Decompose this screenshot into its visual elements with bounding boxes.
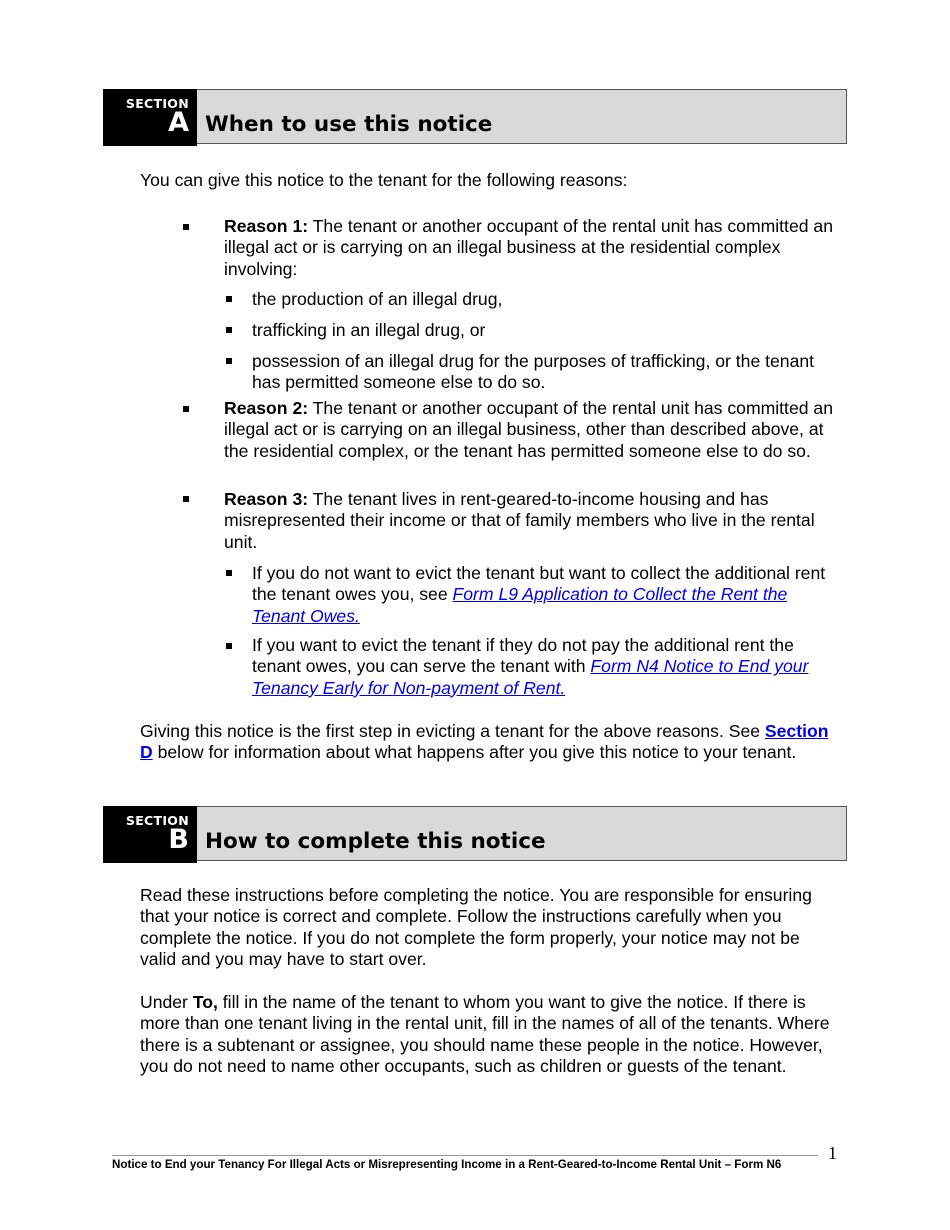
section-d-link[interactable]: Section D <box>140 721 829 763</box>
bullet-icon <box>226 296 232 302</box>
section-a-letter: A <box>168 107 189 138</box>
section-b-tag <box>103 806 197 863</box>
reason-1 <box>224 216 834 280</box>
footer-text: Notice to End your Tenancy For Illegal Acts or Misrepresenting Income in a Rent-Geared-to-Income Rental Unit – Form N6 <box>112 1158 782 1171</box>
form-n4-link[interactable]: Form N4 Notice to End your Tenancy Early for Non-payment of Rent. <box>252 656 809 698</box>
bullet-icon <box>226 643 232 649</box>
reason-1-sub-3: possession of an illegal drug for the purposes of trafficking, or the tenant has permitted someone else to do so. <box>252 351 815 393</box>
para-2-pre: Under <box>140 992 193 1012</box>
section-b-letter: B <box>168 824 189 855</box>
bullet-icon <box>183 406 189 412</box>
footer-divider <box>112 1155 818 1156</box>
section-a-closing <box>140 721 840 764</box>
bullet-icon <box>183 224 189 230</box>
reason-3-label: Reason 3: <box>224 489 309 509</box>
closing-pre-text: Giving this notice is the first step in evicting a tenant for the above reasons. See <box>140 721 765 741</box>
bullet-icon <box>183 496 189 502</box>
reason-3 <box>224 489 834 553</box>
reason-1-text: The tenant or another occupant of the rental unit has committed an illegal act or is carrying on an illegal business at the residential complex involving: <box>224 216 833 279</box>
reason-1-label: Reason 1: <box>224 216 309 236</box>
reason-2 <box>224 398 834 462</box>
closing-post-text: below for information about what happens after you give this notice to your tenant. <box>152 742 797 763</box>
reason-3-text: The tenant lives in rent-geared-to-income housing and has misrepresented their income or that of family members who live in the rental unit. <box>224 489 815 552</box>
bullet-icon <box>226 570 232 576</box>
para-2-post: fill in the name of the tenant to whom you want to give the notice. If there is more than one tenant living in the rental unit, fill in the names of all of the tenants. Where there is a subtenant or assignee, you should name these people in the notice. However, you do not need to name other occupants, such as children or guests of the tenant. <box>140 992 830 1076</box>
reason-1-sub-1: the production of an illegal drug, <box>252 289 503 309</box>
reason-3-sub-2-text: If you want to evict the tenant if they do not pay the additional rent the tenant owes, you can serve the tenant with <box>252 635 794 677</box>
reason-3-sub-1 <box>252 563 842 627</box>
section-b-title: How to complete this notice <box>205 829 546 854</box>
section-a-tag <box>103 89 197 146</box>
section-a-title: When to use this notice <box>205 112 493 137</box>
form-l9-link[interactable]: Form L9 Application to Collect the Rent the Tenant Owes. <box>252 584 788 626</box>
reason-2-label: Reason 2: <box>224 398 309 418</box>
reason-1-sub-2: trafficking in an illegal drug, or <box>252 320 486 340</box>
section-a-intro: You can give this notice to the tenant for the following reasons: <box>140 170 628 190</box>
reason-2-text: The tenant or another occupant of the rental unit has committed an illegal act or is carrying on an illegal business, other than described above, at the residential complex, or the tenant has permitted someone else to do so. <box>224 398 833 461</box>
section-b-label: SECTION <box>125 813 189 828</box>
bullet-icon <box>226 327 232 333</box>
reason-3-sub-2 <box>252 635 842 699</box>
section-b-para-2 <box>140 992 840 1077</box>
reason-3-sub-1-text: If you do not want to evict the tenant but want to collect the additional rent the tenant owes you, see <box>252 563 826 605</box>
para-2-bold: To, <box>192 992 218 1012</box>
page-number: 1 <box>828 1143 837 1163</box>
section-b-para-1: Read these instructions before completing the notice. You are responsible for ensuring that your notice is correct and complete. Follow the instructions carefully when you complete the notice. If you do not complete the form properly, your notice may not be valid and you may have to start over. <box>140 885 812 969</box>
section-a-label: SECTION <box>125 96 189 111</box>
section-b-header <box>103 806 847 861</box>
section-a-header <box>103 89 847 144</box>
bullet-icon <box>226 358 232 364</box>
